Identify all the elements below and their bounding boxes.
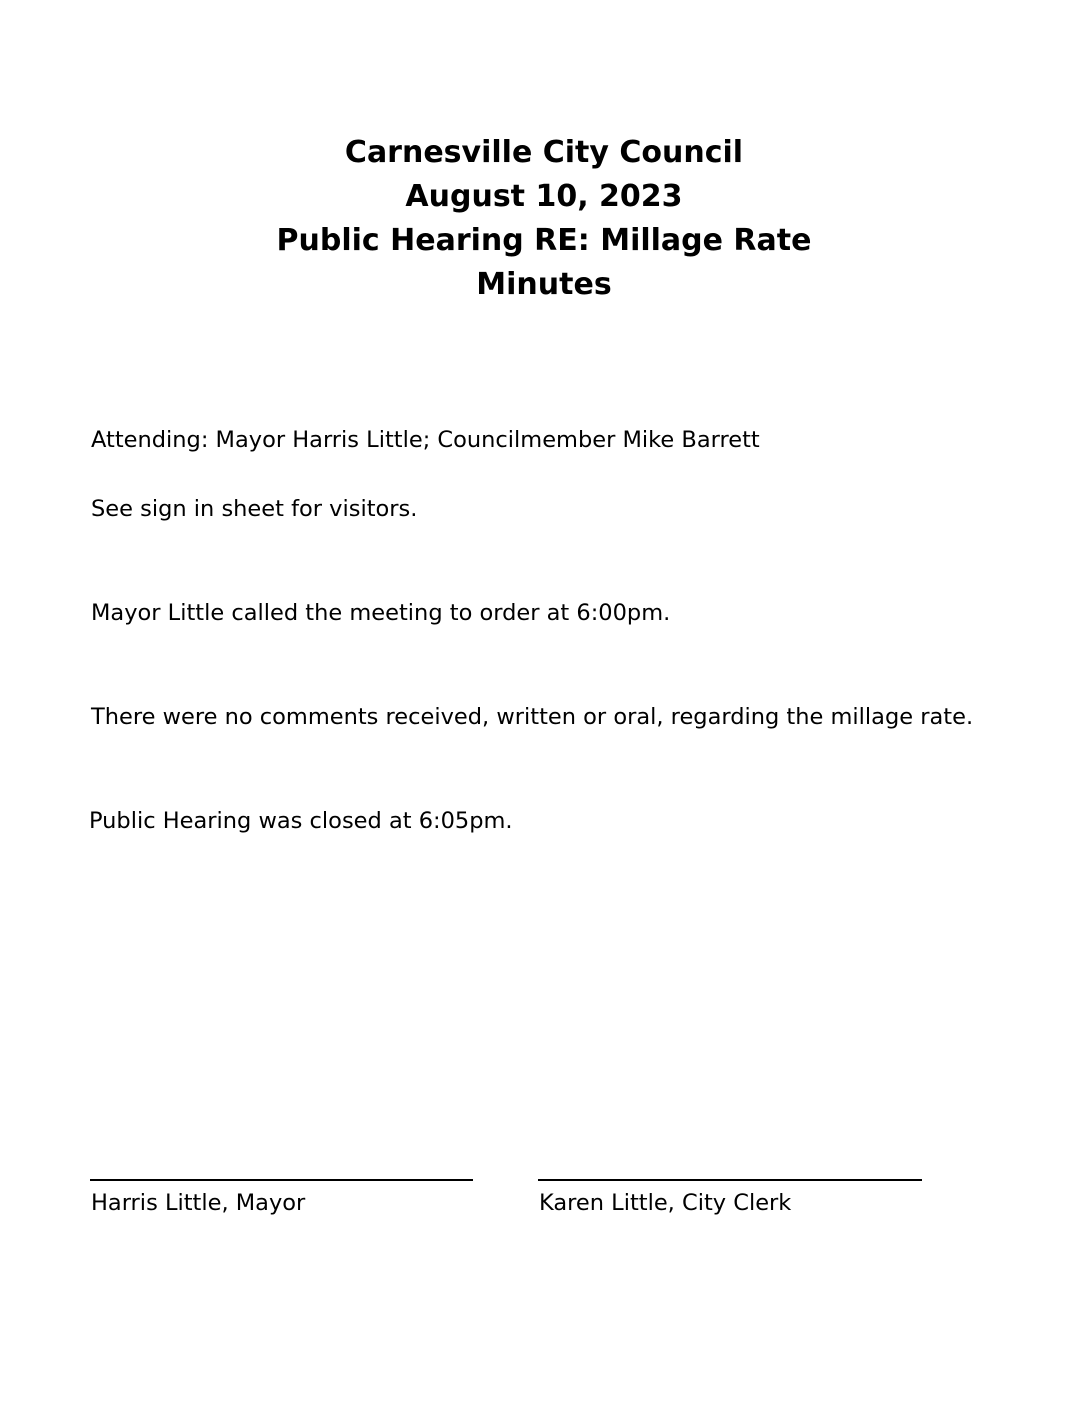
meeting-subject: Public Hearing RE: Millage Rate xyxy=(276,223,812,258)
document-header xyxy=(0,131,1088,307)
council-title: Carnesville City Council xyxy=(344,135,744,170)
comments-line: There were no comments received, written or oral, regarding the millage rate. xyxy=(91,704,974,730)
mayor-signature-label: Harris Little, Mayor xyxy=(91,1190,306,1216)
clerk-signature-label: Karen Little, City Clerk xyxy=(539,1190,792,1216)
closing-line: Public Hearing was closed at 6:05pm. xyxy=(89,808,513,834)
visitors-line: See sign in sheet for visitors. xyxy=(91,496,418,522)
document-type: Minutes xyxy=(476,267,612,302)
mayor-signature-line xyxy=(90,1179,473,1181)
call-to-order-line: Mayor Little called the meeting to order at 6:00pm. xyxy=(91,600,671,626)
meeting-date: August 10, 2023 xyxy=(405,179,683,214)
attending-line: Attending: Mayor Harris Little; Councilmember Mike Barrett xyxy=(91,427,760,453)
clerk-signature-line xyxy=(538,1179,922,1181)
